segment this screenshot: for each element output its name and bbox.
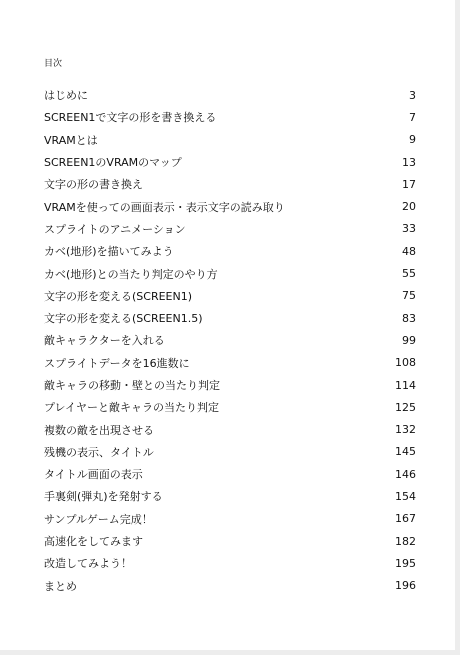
toc-entry[interactable] — [44, 396, 416, 418]
toc-entry-title: スプライトデータを16進数に — [44, 356, 190, 370]
toc-entry[interactable] — [44, 129, 416, 151]
toc-entry-title: カベ(地形)との当たり判定のやり方 — [44, 267, 218, 281]
toc-entry-page: 195 — [395, 556, 416, 570]
toc-entry-page: 55 — [402, 267, 416, 281]
toc-entry-title: 文字の形を変える(SCREEN1.5) — [44, 312, 203, 326]
toc-entry-page: 7 — [409, 110, 416, 124]
toc-entry-title: プレイヤーと敵キャラの当たり判定 — [44, 401, 220, 415]
toc-entry-page: 83 — [402, 311, 416, 325]
toc-entry-title: 文字の形を変える(SCREEN1) — [44, 289, 193, 303]
toc-entry[interactable] — [44, 262, 416, 284]
toc-entry-title: SCREEN1で文字の形を書き換える — [44, 111, 217, 125]
toc-entry-page: 48 — [402, 244, 416, 258]
toc-entry-page: 75 — [402, 289, 416, 303]
toc-entry[interactable] — [44, 508, 416, 530]
toc-entry-title: まとめ — [44, 579, 77, 593]
toc-entry[interactable] — [44, 485, 416, 507]
toc-entry-page: 125 — [395, 400, 416, 414]
toc-entry-page: 33 — [402, 222, 416, 236]
toc-entry-page: 114 — [395, 378, 416, 392]
toc-entry[interactable] — [44, 218, 416, 240]
toc-entry-page: 145 — [395, 445, 416, 459]
toc-entry-title: VRAMを使っての画面表示・表示文字の読み取り — [44, 200, 285, 214]
toc-entry-page: 20 — [402, 200, 416, 214]
toc-entry[interactable] — [44, 307, 416, 329]
toc-entry-title: はじめに — [44, 89, 88, 103]
toc-entry-title: スプライトのアニメーション — [44, 222, 186, 236]
toc-entry-page: 132 — [395, 423, 416, 437]
toc-entry-title: 文字の形の書き換え — [44, 178, 143, 192]
toc-entry-page: 9 — [409, 133, 416, 147]
toc-entry-title: VRAMとは — [44, 133, 98, 147]
toc-entry-title: 敵キャラクターを入れる — [44, 334, 165, 348]
toc-entry-page: 146 — [395, 467, 416, 481]
toc-entry[interactable] — [44, 106, 416, 128]
toc-entry[interactable] — [44, 195, 416, 217]
toc-entry-title: カベ(地形)を描いてみよう — [44, 245, 174, 259]
toc-entry-title: 手裏剣(弾丸)を発射する — [44, 490, 163, 504]
toc-entry-title: タイトル画面の表示 — [44, 468, 143, 482]
toc-entry[interactable] — [44, 151, 416, 173]
toc-entry-page: 196 — [395, 579, 416, 593]
toc-entry-title: 敵キャラの移動・壁との当たり判定 — [44, 379, 220, 392]
toc-heading: 目次 — [44, 59, 63, 69]
toc-entry-page: 17 — [402, 177, 416, 191]
toc-entry-title: SCREEN1のVRAMのマップ — [44, 156, 182, 170]
toc-entry-page: 182 — [395, 534, 416, 548]
toc-entry-page: 108 — [395, 356, 416, 370]
toc-entry-page: 154 — [395, 489, 416, 503]
toc-entry[interactable] — [44, 418, 416, 440]
toc-entry[interactable] — [44, 240, 416, 262]
toc-entry-title: 残機の表示、タイトル — [44, 445, 154, 459]
toc-entry[interactable] — [44, 84, 416, 106]
toc-entry-title: サンプルゲーム完成！ — [44, 512, 153, 526]
toc-list — [44, 84, 416, 597]
toc-entry[interactable] — [44, 530, 416, 552]
toc-entry-page: 99 — [402, 333, 416, 347]
toc-entry[interactable] — [44, 552, 416, 574]
toc-entry-title: 改造してみよう！ — [44, 557, 132, 571]
toc-entry[interactable] — [44, 463, 416, 485]
toc-entry-page: 13 — [402, 155, 416, 169]
toc-entry[interactable] — [44, 441, 416, 463]
toc-entry[interactable] — [44, 329, 416, 351]
toc-entry-page: 167 — [395, 512, 416, 526]
toc-entry[interactable] — [44, 352, 416, 374]
toc-entry[interactable] — [44, 173, 416, 195]
toc-entry[interactable] — [44, 285, 416, 307]
toc-entry[interactable] — [44, 374, 416, 396]
toc-entry-title: 高速化をしてみます — [44, 535, 143, 549]
toc-entry-title: 複数の敵を出現させる — [44, 423, 154, 437]
toc-entry-page: 3 — [409, 88, 416, 102]
toc-entry[interactable] — [44, 575, 416, 597]
